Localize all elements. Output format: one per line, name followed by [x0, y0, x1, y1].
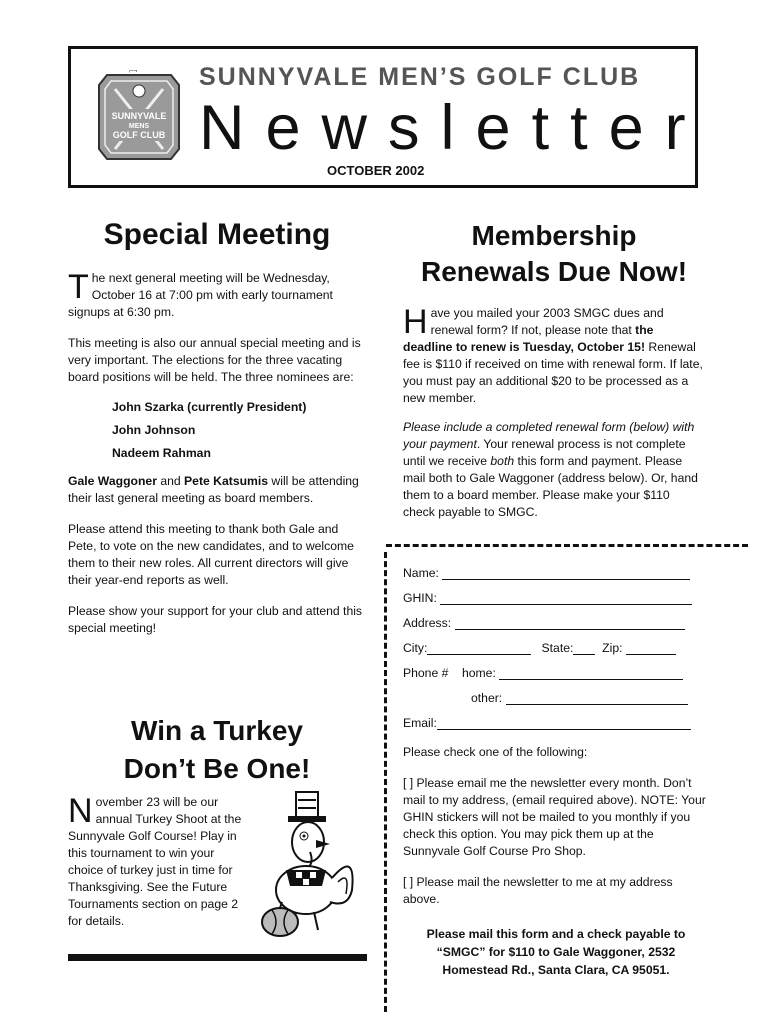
logo-line-3: GOLF CLUB: [112, 130, 166, 140]
departing-members: Gale Waggoner and Pete Katsumis will be attending their last general meeting as board members.: [68, 474, 359, 505]
turkey-text: ovember 23 will be our annual Turkey Shoot at the Sunnyvale Golf Course! Play in this tournament to win your choice of turkey just in time for Thanksgiving. See the Future Tournaments section on page 2 for details.: [68, 795, 242, 928]
special-meeting-article: [68, 270, 366, 637]
meeting-importance: This meeting is also our annual special meeting and is very important. The elections for the three vacating board positions will be held. The three nominees are:: [68, 336, 361, 384]
email-field[interactable]: Email:: [403, 716, 691, 730]
meeting-support: Please show your support for your club and attend this special meeting!: [68, 604, 363, 635]
meeting-thanks: Please attend this meeting to thank both Gale and Pete, to vote on the new candidates, and to welcome them to their new roles. All current directors will give their year-end reports as well.: [68, 522, 354, 587]
newsletter-title: Newsletter: [199, 93, 707, 163]
city-state-zip-field[interactable]: City: State: Zip:: [403, 641, 676, 655]
mail-option[interactable]: [ ] Please mail the newsletter to me at my address above.: [403, 875, 673, 906]
club-logo: [93, 61, 185, 173]
address-field[interactable]: Address:: [403, 616, 685, 630]
membership-article: Have you mailed your 2003 SMGC dues and renewal form? If not, please note that the deadline to renew is Tuesday, October 15! Renewal fee is $110 if received on time with renewal form. If late, you must pay an additional $20 to be processed as a new member. Please include a completed renewal form (below) with your payment. Your renewal process is not complete until we receive both this form and payment. Please mail both to Gale Waggoner (address below). Or, hand them to a board member. Please make your $110 check payable to SMGC.: [403, 303, 703, 519]
turkey-heading: Win a Turkey Don’t Be One!: [123, 715, 311, 784]
column-end-rule: [68, 954, 367, 961]
club-name: SUNNYVALE MEN’S GOLF CLUB: [199, 63, 641, 91]
drop-cap: H: [403, 303, 428, 341]
nominee: John Johnson: [112, 423, 196, 437]
name-field[interactable]: Name:: [403, 566, 690, 580]
nominee: John Szarka (currently President): [112, 400, 307, 414]
svg-text:⌐¬: ⌐¬: [129, 68, 138, 75]
mail-preference: [403, 744, 709, 908]
issue-date: OCTOBER 2002: [327, 163, 425, 178]
email-option[interactable]: [ ] Please email me the newsletter every month. Don’t mail to my address, (email required above). NOTE: Your GHIN stickers will not be mailed to you monthly if you check this option. You may pick them up at the Sunnyvale Golf Course Pro Shop.: [403, 776, 706, 858]
check-prompt: Please check one of the following:: [403, 745, 588, 759]
phone-other-field[interactable]: other:: [471, 691, 688, 705]
mailing-instructions: Please mail this form and a check payable to “SMGC” for $110 to Gale Waggoner, 2532 Homestead Rd., Santa Clara, CA 95051.: [426, 927, 686, 977]
special-meeting-heading: Special Meeting: [103, 218, 331, 251]
drop-cap: N: [68, 792, 93, 830]
turkey-article: [68, 794, 250, 930]
logo-line-1: SUNNYVALE: [111, 111, 167, 121]
ghin-field[interactable]: GHIN:: [403, 591, 692, 605]
drop-cap: T: [68, 268, 89, 306]
cut-line-vertical: [384, 552, 387, 1012]
membership-heading: Membership Renewals Due Now!: [420, 220, 688, 287]
cut-line-horizontal: [386, 544, 748, 547]
nominee: Nadeem Rahman: [112, 446, 211, 460]
meeting-intro: he next general meeting will be Wednesday, October 16 at 7:00 pm with early tournament signups at 6:30 pm.: [68, 271, 333, 319]
nominee-list: [112, 396, 366, 465]
masthead: [68, 46, 707, 188]
turkey-illustration: [256, 790, 366, 940]
logo-line-2: MENS: [128, 123, 150, 130]
phone-home-field[interactable]: Phone # home:: [403, 666, 683, 680]
